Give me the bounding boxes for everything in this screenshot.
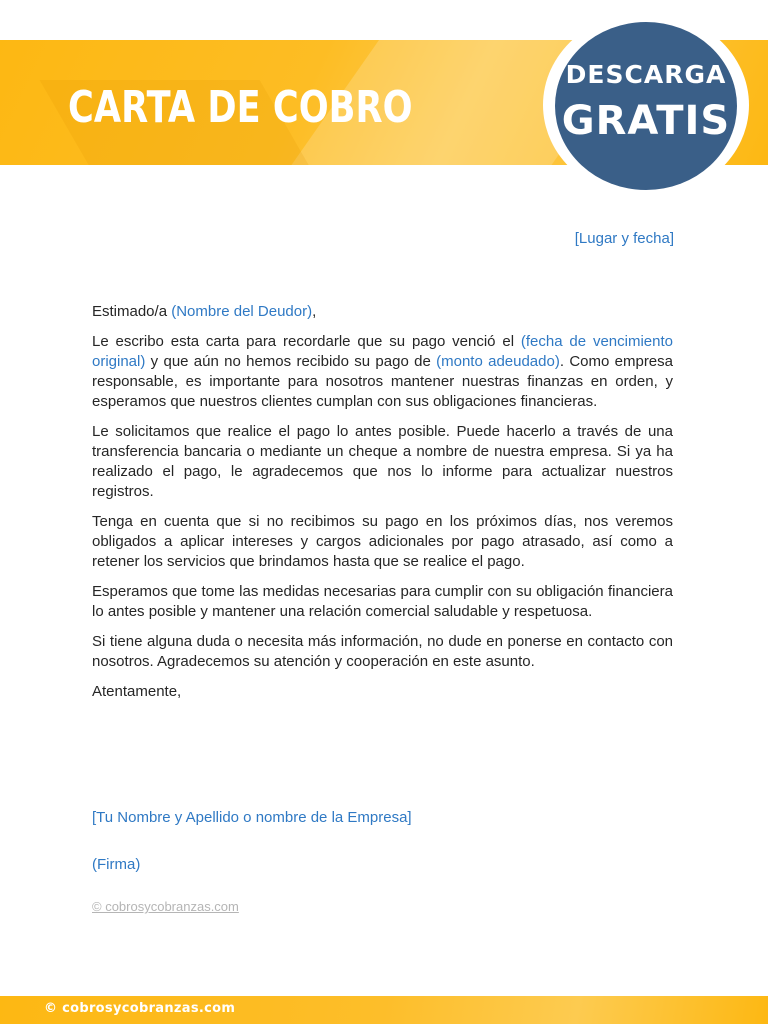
copyright-link[interactable]: © cobrosycobranzas.com [92,899,239,914]
greeting-text: Estimado/a [92,303,172,320]
download-badge[interactable] [555,22,737,190]
closing: Atentamente, [92,683,182,700]
letter-body [92,302,673,712]
paragraph-text: Le escribo esta carta para recordarle que su pago venció el [92,333,521,350]
badge-text-download: DESCARGA [565,60,727,89]
paragraph-text: . Como empresa responsable, es importante para nosotros mantener nuestras finanzas en orden, y esperamos que nuestros clientes cumplan con sus obligaciones financieras. [92,353,673,410]
footer-website-link[interactable]: © cobrosycobranzas.com [44,1001,236,1016]
due-date-placeholder: (fecha de vencimiento original) [92,333,673,370]
banner-title: CARTA DE COBRO [68,82,413,133]
paragraph-4: Esperamos que tome las medidas necesarias para cumplir con su obligación financiera lo antes posible y mantener una relación comercial saludable y respetuosa. [92,583,673,620]
footer-bar [0,996,768,1024]
greeting [92,302,673,322]
amount-due-placeholder: (monto adeudado) [436,353,560,370]
badge-text-free: GRATIS [561,98,731,144]
greeting-comma: , [312,303,317,320]
paragraph-3: Tenga en cuenta que si no recibimos su pago en los próximos días, nos veremos obligados a aplicar intereses y cargos adicionales por pago atrasado, así como a retener los servicios que brindamos hasta que se realice el pago. [92,513,673,570]
paragraph-text: y que aún no hemos recibido su pago de [145,353,437,370]
signature-placeholder: (Firma) [92,856,141,873]
paragraph-5: Si tiene alguna duda o necesita más información, no dude en ponerse en contacto con nosotros. Agradecemos su atención y cooperación en este asunto. [92,633,673,670]
debtor-name-placeholder: (Nombre del Deudor) [171,303,313,320]
paragraph-1 [92,332,673,412]
signer-name-placeholder: [Tu Nombre y Apellido o nombre de la Empresa] [92,809,412,826]
place-date-placeholder: [Lugar y fecha] [574,230,674,247]
paragraph-2: Le solicitamos que realice el pago lo antes posible. Puede hacerlo a través de una transferencia bancaria o mediante un cheque a nombre de nuestra empresa. Si ya ha realizado el pago, le agradecemos que nos lo informe para actualizar nuestros registros. [92,423,673,500]
